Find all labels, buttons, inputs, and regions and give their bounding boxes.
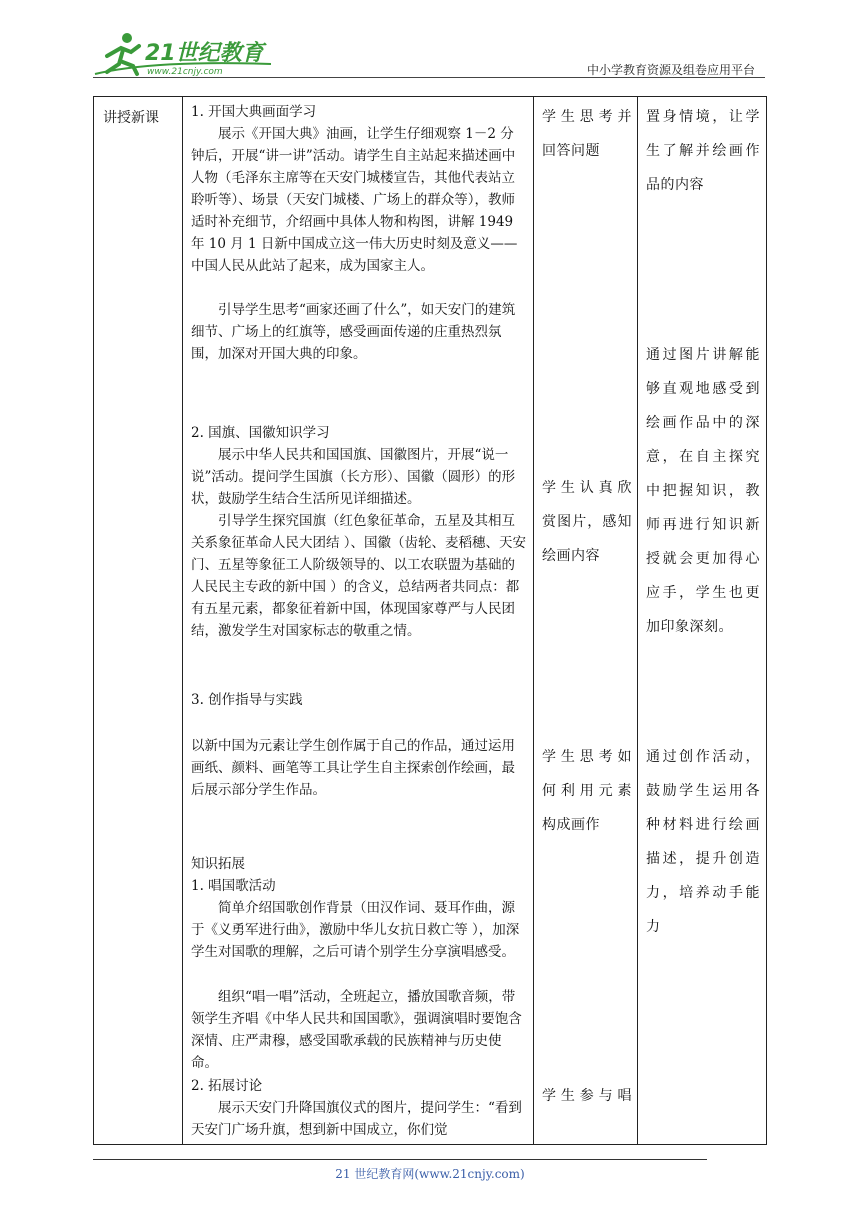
header-divider (93, 77, 765, 78)
student-activity-3: 学生思考如 何利用元素 构成画作 (542, 749, 632, 833)
extension-title: 知识拓展 (191, 856, 245, 872)
student-activity-cell (534, 97, 638, 1145)
extension2-paragraph1: 展示天安门升降国旗仪式的图片，提问学生：“看到天安门广场升旗，想到新中国成立，你们觉 (191, 1100, 522, 1138)
section2-paragraph2: 引导学生探究国旗（红色象征革命，五星及其相互关系象征革命人民大团结 ）、国徽（齿轮、麦稻穗、天安门、五星等象征工人阶级领导的、以工农联盟为基础的人民民主专政的新中国 ）的含义，总结两者共同点：都有五星元素，都象征着新中国，体现国家尊严与人民团结，激发学生对国家标志的敬重之情。 (191, 513, 527, 639)
section3-title: 3. 创作指导与实践 (191, 692, 303, 708)
svg-text:www.21cnjy.com: www.21cnjy.com (147, 67, 223, 77)
footer-divider (93, 1159, 707, 1160)
section2-title: 2. 国旗、国徽知识学习 (191, 425, 330, 441)
extension1-paragraph1: 简单介绍国歌创作背景（田汉作词、聂耳作曲，源于《义勇军进行曲》，激励中华儿女抗日救亡等 ），加深学生对国歌的理解，之后可请个别学生分享演唱感受。 (191, 900, 520, 960)
section3-paragraph1: 以新中国为元素让学生创作属于自己的作品，通过运用画纸、颜料、画笔等工具让学生自主探索创作绘画，最后展示部分学生作品。 (191, 738, 515, 798)
page-header (93, 30, 765, 80)
student-activity-1: 学生思考并 回答问题 (542, 109, 632, 159)
design-intent-cell (638, 97, 767, 1145)
stage-cell (94, 97, 183, 1145)
student-activity-4: 学生参与唱 (542, 1088, 632, 1104)
section2-paragraph1: 展示中华人民共和国国旗、国徽图片，开展“说一说”活动。提问学生国旗（长方形）、国徽（圆形）的形状，鼓励学生结合生活所见详细描述。 (191, 447, 516, 507)
footer-link[interactable]: 21 世纪教育网(www.21cnjy.com) (335, 1167, 525, 1181)
student-activity-2: 学生认真欣 赏图片，感知 绘画内容 (542, 480, 632, 564)
extension1-paragraph2: 组织“唱一唱”活动，全班起立，播放国歌音频，带领学生齐唱《中华人民共和国国歌》，强调演唱时要饱含深情、庄严肃穆，感受国歌承载的民族精神与历史使命。 (191, 989, 522, 1071)
design-intent-3: 通过创作活动， 鼓励学生运用各 种材料进行绘画 描述，提升创造 力，培养动手能 力 (646, 749, 760, 935)
platform-name: 中小学教育资源及组卷应用平台 (586, 63, 755, 77)
svg-text:21世纪教育: 21世纪教育 (145, 41, 264, 66)
lesson-table (93, 96, 767, 1145)
stage-label: 讲授新课 (103, 110, 159, 126)
design-intent-2: 通过图片讲解能 够直观地感受到 绘画作品中的深 意，在自主探究 中把握知识，教 师再进行知识新 授就会更加得心 应手，学生也更 加印象深刻。 (646, 347, 760, 635)
section1-paragraph2: 引导学生思考“画家还画了什么”，如天安门的建筑细节、广场上的红旗等，感受画面传递的庄重热烈氛围，加深对开国大典的印象。 (191, 302, 516, 362)
logo-21cnjy (93, 30, 273, 78)
section1-title: 1. 开国大典画面学习 (191, 104, 317, 120)
section1-paragraph1: 展示《开国大典》油画，让学生仔细观察 1－2 分钟后，开展“讲一讲”活动。请学生自主站起来描述画中人物（毛泽东主席等在天安门城楼宣告，其他代表站立聆听等）、场景（天安门城楼、广场上的群众等），教师适时补充细节，介绍画中具体人物和构图，讲解 1949 年 10 月 1 日新中国成立这一伟大历史时刻及意义——中国人民从此站了起来，成为国家主人。 (191, 126, 518, 274)
design-intent-1: 置身情境，让学 生了解并绘画作 品的内容 (646, 109, 760, 193)
teacher-activity-cell (183, 97, 534, 1145)
extension1-title: 1. 唱国歌活动 (191, 878, 276, 894)
extension2-title: 2. 拓展讨论 (191, 1078, 263, 1094)
